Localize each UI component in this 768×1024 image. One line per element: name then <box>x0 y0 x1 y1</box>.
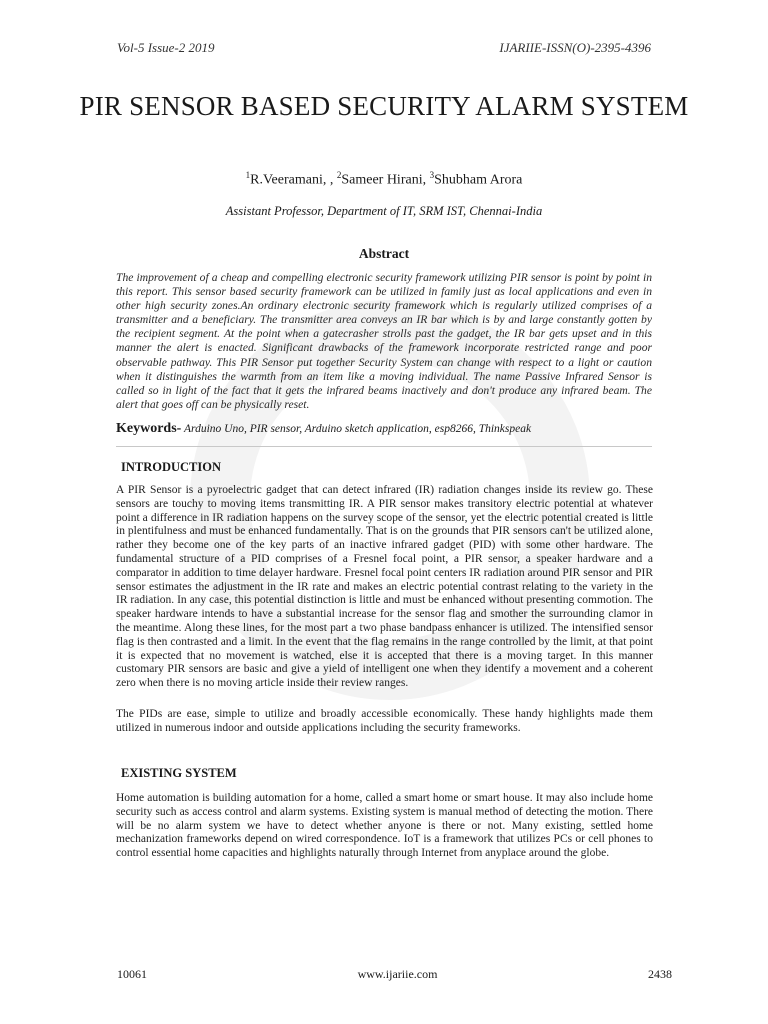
author-1-sup: 1 <box>245 170 251 180</box>
author-1-name: R.Veeramani, , <box>250 172 337 188</box>
author-2-name: Sameer Hirani, <box>341 172 430 188</box>
journal-issn: IJARIIE-ISSN(O)-2395-4396 <box>499 40 651 55</box>
introduction-body <box>116 484 653 691</box>
author-affiliation: Assistant Professor, Department of IT, SRM IST, Chennai-India <box>225 204 543 218</box>
footer-left-number: 10061 <box>117 967 147 981</box>
existing-system-body <box>116 792 653 861</box>
keywords-label: Keywords- <box>116 421 182 436</box>
author-list <box>0 170 768 189</box>
page-footer <box>117 967 672 982</box>
existing-system-paragraph-1: Home automation is building automation for a home, called a smart home or smart house. It may also include home security such as access control and alarm systems. Existing system is manual method of detecting the motion. There will be no alarm system we have to detect whether anyone is there or not. Many existing, settled home mechanization frameworks depend on wired correspondence. IoT is a framework that utilizes PCs or cell phones to control essential home capacities and highlights naturally through Internet from anyplace around the globe. <box>116 792 653 860</box>
paper-title: PIR SENSOR BASED SECURITY ALARM SYSTEM <box>79 91 689 121</box>
volume-issue: Vol-5 Issue-2 2019 <box>117 40 215 55</box>
author-3-sup: 3 <box>429 170 435 180</box>
author-3-name: Shubham Arora <box>434 172 523 188</box>
introduction-heading: INTRODUCTION <box>121 460 222 474</box>
footer-website: www.ijariie.com <box>357 967 438 981</box>
existing-system-heading: EXISTING SYSTEM <box>121 766 237 780</box>
footer-page-number: 2438 <box>648 967 672 981</box>
keywords-line <box>116 421 656 437</box>
running-header <box>117 40 651 56</box>
abstract-text: The improvement of a cheap and compelling electronic security framework utilizing PIR sensor is point by point in this report. This sensor based security framework can be utilized in family just as local applications and even in other high security zones.An ordinary electronic security framework which is regularly utilized comprises of a transmitter and a beneficiary. The transmitter area conveys an IR bar which is by and large constantly gotten by the recipient segment. At the point when a gatecrasher strolls past the gadget, the IR bar gets upset and in this manner the alert is enacted. Significant drawbacks of the framework incorporate restricted range and poor observable pathway. This PIR Sensor put together Security System can change with respect to a light or caution when it distinguishes the warmth from an item like a moving individual. The name Passive Infrared Sensor is called so in light of the fact that it gets the infrared beams inactively and don't produce any infrared beam. The alert that goes off can be physically reset. <box>116 271 652 411</box>
introduction-body-2 <box>116 708 653 736</box>
introduction-paragraph-1: A PIR Sensor is a pyroelectric gadget that can detect infrared (IR) radiation changes inside its review go. These sensors are touchy to moving items transmitting IR. A PIR sensor makes transitory electric potential at whatever point a difference in IR radiation happens on the survey scope of the sensor, yet the electric potential created is little in plentifulness and must be enhanced fundamentally. That is on the grounds that PIR sensors can't be utilized alone, rather they become one of the key parts of an inactive infrared gadget (PID) with some other hardware. The fundamental structure of a PID comprises of a Fresnel focal point, a PIR sensor, a speaker hardware and a comparator in addition to time delayer hardware. Fresnel focal point centers IR radiation around PIR sensor and PIR sensor estimates the adjustment in the IR rate and makes an electric potential contrast relating to the variety in the IR radiation. In any case, this potential distinction is little and must be enhanced without presenting commotion. The speaker hardware intends to have a substantial increase for the sensor flag and smother the surrounding clamor in the meantime. Along these lines, for the most part a two phase bandpass enhancer is utilized. The intensified sensor flag is then contrasted and a limit. In the event that the flag remains in the range controlled by the limit, at that point it is expected that no movement is watched, else it is accepted that there is a moving target. In this manner customary PIR sensors are basic and give a yield of intelligent one when they identify a movement and a coherent zero when there is no moving article inside their review ranges. <box>116 484 653 690</box>
keywords-text: Arduino Uno, PIR sensor, Arduino sketch application, esp8266, Thinkspeak <box>181 423 532 435</box>
section-divider <box>116 446 652 447</box>
author-2-sup: 2 <box>336 170 342 180</box>
abstract-heading: Abstract <box>358 246 410 261</box>
introduction-paragraph-2: The PIDs are ease, simple to utilize and broadly accessible economically. These handy highlights made them utilized in numerous indoor and outside applications including the security frameworks. <box>116 708 653 734</box>
